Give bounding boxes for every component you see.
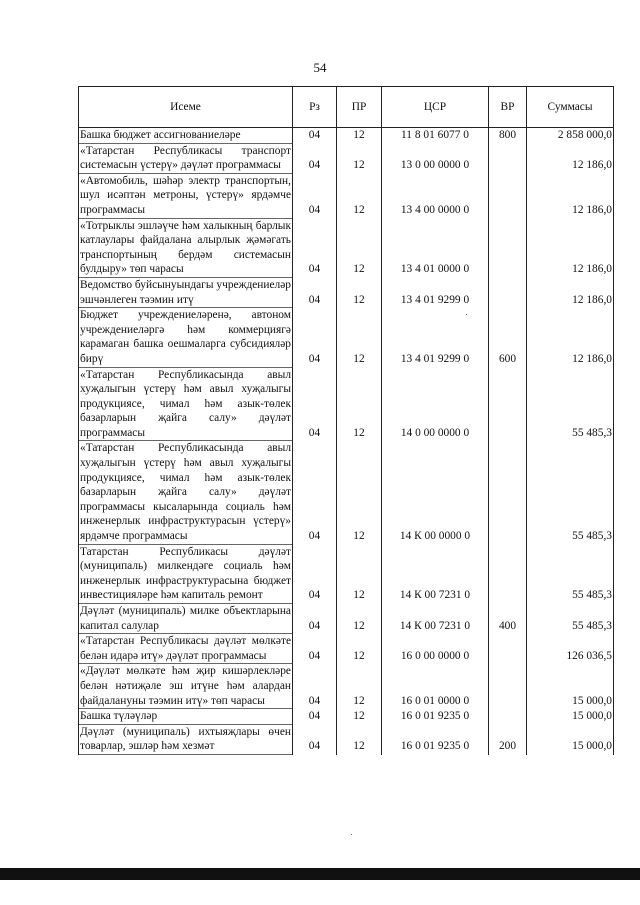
cell-vr: 800 — [489, 128, 527, 144]
cell-rz: 04 — [293, 308, 337, 367]
cell-csr: 16 0 01 9235 0 — [382, 725, 489, 755]
cell-csr: 13 0 00 0000 0 — [382, 144, 489, 174]
header-rz: Рз — [293, 87, 337, 128]
table-row — [79, 128, 614, 144]
table-row — [79, 174, 614, 219]
cell-name: «Дәүләт мөлкәте һәм җир кишәрлекләре белән нәтиҗәле эш итүне һәм алардан файдалануны тәэмин итү» төп чарасы — [79, 664, 293, 709]
cell-sum: 15 000,0 — [527, 709, 614, 725]
cell-vr: 400 — [489, 604, 527, 634]
cell-vr: 600 — [489, 308, 527, 367]
cell-pr: 12 — [337, 219, 382, 278]
cell-vr — [489, 634, 527, 664]
cell-rz: 04 — [293, 725, 337, 755]
cell-csr: 14 К 00 7231 0 — [382, 604, 489, 634]
cell-pr: 12 — [337, 604, 382, 634]
cell-pr: 12 — [337, 278, 382, 308]
cell-name: «Тотрыклы эшләүче һәм халыкның барлык катлаулары файдалана алырлык җәмәгать транспортының бердәм системасын булдыру» төп чарасы — [79, 219, 293, 278]
cell-vr — [489, 545, 527, 604]
cell-pr: 12 — [337, 144, 382, 174]
cell-pr: 12 — [337, 441, 382, 544]
cell-sum: 2 858 000,0 — [527, 128, 614, 144]
header-pr: ПР — [337, 87, 382, 128]
cell-name: «Автомобиль, шәһәр электр транспортын, шул исәптән метроны, үстерү» ярдәмче программасы — [79, 174, 293, 219]
cell-sum: 15 000,0 — [527, 725, 614, 755]
table-row — [79, 368, 614, 442]
cell-rz: 04 — [293, 278, 337, 308]
cell-name: Дәүләт (муниципаль) милке объектларына капитал салулар — [79, 604, 293, 634]
cell-csr: 14 К 00 0000 0 — [382, 441, 489, 544]
cell-name: Башка бюджет ассигнованиеләре — [79, 128, 293, 144]
cell-pr: 12 — [337, 174, 382, 219]
cell-pr: 12 — [337, 664, 382, 709]
cell-vr — [489, 144, 527, 174]
header-name: Исеме — [79, 87, 293, 128]
cell-name: «Татарстан Республикасы дәүләт мөлкәте белән идарә итү» дәүләт программасы — [79, 634, 293, 664]
table-row — [79, 144, 614, 174]
cell-rz: 04 — [293, 709, 337, 725]
cell-pr: 12 — [337, 709, 382, 725]
cell-name: Ведомство буйсынуындагы учреждениеләр эшчәнлеген тәэмин итү — [79, 278, 293, 308]
cell-csr: 14 0 00 0000 0 — [382, 368, 489, 442]
cell-rz: 04 — [293, 174, 337, 219]
budget-table — [78, 86, 614, 755]
table-row — [79, 604, 614, 634]
header-csr: ЦСР — [382, 87, 489, 128]
cell-name: Бюджет учреждениеләренә, автоном учреждениеләргә һәм коммерциягә карамаган башка оешмаларга субсидияләр бирү — [79, 308, 293, 367]
cell-rz: 04 — [293, 128, 337, 144]
header-sum: Суммасы — [527, 87, 614, 128]
cell-vr — [489, 709, 527, 725]
table-row — [79, 634, 614, 664]
cell-rz: 04 — [293, 144, 337, 174]
cell-csr: 13 4 01 0000 0 — [382, 219, 489, 278]
cell-vr — [489, 278, 527, 308]
cell-rz: 04 — [293, 664, 337, 709]
cell-sum: 12 186,0 — [527, 308, 614, 367]
table-row — [79, 664, 614, 709]
cell-pr: 12 — [337, 308, 382, 367]
cell-rz: 04 — [293, 545, 337, 604]
cell-sum: 12 186,0 — [527, 278, 614, 308]
cell-csr: 14 К 00 7231 0 — [382, 545, 489, 604]
cell-rz: 04 — [293, 604, 337, 634]
cell-rz: 04 — [293, 441, 337, 544]
cell-csr: 16 0 01 9235 0 — [382, 709, 489, 725]
table-row — [79, 219, 614, 278]
cell-rz: 04 — [293, 219, 337, 278]
cell-csr: 16 0 00 0000 0 — [382, 634, 489, 664]
cell-name: Башка түләүләр — [79, 709, 293, 725]
cell-pr: 12 — [337, 545, 382, 604]
cell-vr — [489, 441, 527, 544]
cell-csr: 13 4 01 9299 0 — [382, 278, 489, 308]
cell-csr: 11 8 01 6077 0 — [382, 128, 489, 144]
cell-csr: 13 4 01 9299 0 — [382, 308, 489, 367]
cell-sum: 126 036,5 — [527, 634, 614, 664]
cell-csr: 16 0 01 0000 0 — [382, 664, 489, 709]
table-row — [79, 441, 614, 544]
table-row — [79, 545, 614, 604]
cell-vr — [489, 664, 527, 709]
scan-speck — [351, 834, 352, 835]
cell-sum: 12 186,0 — [527, 174, 614, 219]
header-vr: ВР — [489, 87, 527, 128]
cell-rz: 04 — [293, 368, 337, 442]
cell-sum: 12 186,0 — [527, 144, 614, 174]
cell-sum: 55 485,3 — [527, 441, 614, 544]
page-number: 54 — [313, 60, 327, 75]
cell-vr — [489, 174, 527, 219]
table-header — [79, 87, 614, 128]
scan-edge-bar — [0, 868, 640, 880]
cell-pr: 12 — [337, 128, 382, 144]
cell-sum: 12 186,0 — [527, 219, 614, 278]
cell-name: Дәүләт (муниципаль) ихтыяҗлары өчен товарлар, эшләр һәм хезмәт — [79, 725, 293, 755]
table-row — [79, 308, 614, 367]
cell-name: «Татарстан Республикасында авыл хуҗалыгын үстерү һәм авыл хуҗалыгы продукциясе, чимал һәм азык-төлек базарларын җайга салу» дәүләт программасы кысаларында социаль һәм инженерлык инфраструктурасын үстерү» ярдәмче программасы — [79, 441, 293, 544]
table-row — [79, 725, 614, 755]
cell-name: Татарстан Республикасы дәүләт (муниципаль) милкендәге социаль һәм инженерлык инфраструктурасына бюджет инвестицияләре һәм капиталь ремонт — [79, 545, 293, 604]
cell-sum: 55 485,3 — [527, 545, 614, 604]
cell-vr — [489, 368, 527, 442]
cell-rz: 04 — [293, 634, 337, 664]
cell-pr: 12 — [337, 725, 382, 755]
cell-name: «Татарстан Республикасында авыл хуҗалыгын үстерү һәм авыл хуҗалыгы продукциясе, чимал һәм азык-төлек базарларын җайга салу» дәүләт программасы — [79, 368, 293, 442]
cell-pr: 12 — [337, 368, 382, 442]
table-row — [79, 709, 614, 725]
cell-pr: 12 — [337, 634, 382, 664]
cell-sum: 55 485,3 — [527, 368, 614, 442]
scan-speck — [466, 314, 467, 315]
cell-csr: 13 4 00 0000 0 — [382, 174, 489, 219]
table-body — [79, 128, 614, 755]
table-row — [79, 278, 614, 308]
cell-vr: 200 — [489, 725, 527, 755]
cell-sum: 55 485,3 — [527, 604, 614, 634]
cell-vr — [489, 219, 527, 278]
cell-sum: 15 000,0 — [527, 664, 614, 709]
cell-name: «Татарстан Республикасы транспорт системасын үстерү» дәүләт программасы — [79, 144, 293, 174]
